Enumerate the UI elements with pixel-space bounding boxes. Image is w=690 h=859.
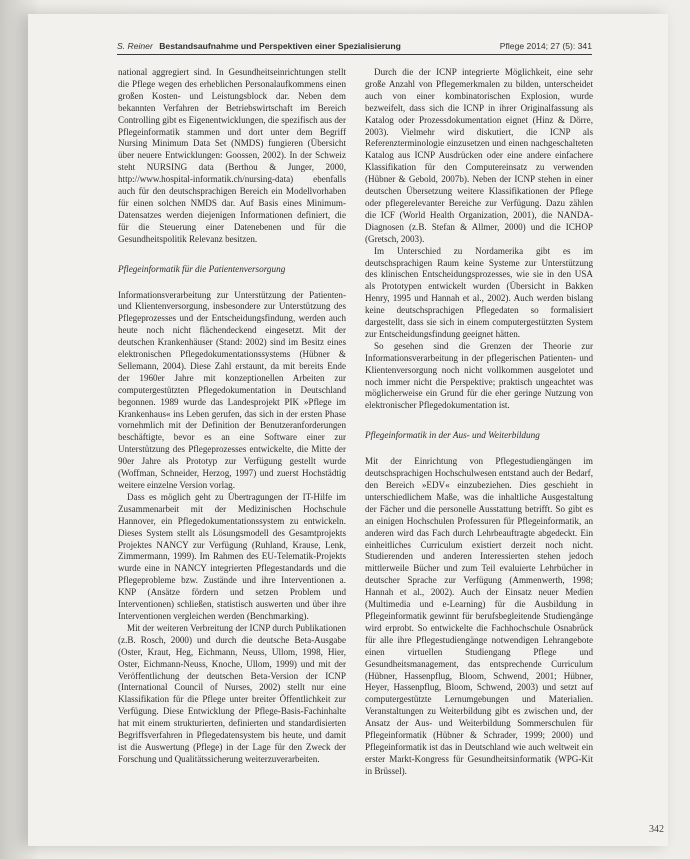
header-left xyxy=(117,38,401,54)
header-author: S. Reiner xyxy=(117,41,153,51)
header-journal: Pflege 2014; 27 (5): 341 xyxy=(499,41,592,51)
left-paragraph-1: national aggregiert sind. In Gesundheitseinrichtungen stellt die Pflege wegen des erheblichen Personalaufkommens einen großen Kosten- und Leistungsblock dar. Neben dem bekannten Verfahren der Betriebswirtschaft im Bereich Controlling gibt es Eigenentwicklungen, die spezifisch aus der Pflegeinformatik stammen und dort unter dem Begriff Nursing Minimum Data Set (NMDS) fungieren (Übersicht über neuere Entwicklungen: Goossen, 2002). In der Schweiz steht NURSING data (Berthou & Junger, 2000, http://www.hospital-informatik.ch/nursing-data) ebenfalls auch für den deutschsprachigen Bereich ein Modellvorhaben für einen solchen NMDS dar. Auf Basis eines Minimum-Datensatzes werden diejenigen Informationen definiert, die für die Steuerung einer Datenebenen und für die Gesundheitspolitik Relevanz besitzen. xyxy=(118,67,346,244)
left-section-heading: Pflegeinformatik für die Patientenversorgung xyxy=(118,263,286,274)
right-column xyxy=(365,67,593,778)
right-paragraph-2: Im Unterschied zu Nordamerika gibt es im deutschsprachigen Raum keine Systeme zur Unterstützung des klinischen Entscheidungsprozesses, wie sie in den USA als Prototypen entwickelt wurden (Übersicht in Bakken Henry, 1995 und Hannah et al., 2002). Auch werden bislang keine deutschsprachigen Pflegedaten so formalisiert dargestellt, dass sie sich in einem computergestützten System zur Entscheidungsfindung geeignet hätten. xyxy=(365,245,593,339)
left-column xyxy=(118,67,346,766)
left-paragraph-2: Informationsverarbeitung zur Unterstützung der Patienten- und Klientenversorgung, insbesondere zur Unterstützung des Pflegeprozesses und der Entscheidungsfindung, werden auch heute noch nicht flächendeckend eingesetzt. Mit der deutschen Krankenhäuser (Stand: 2002) sind im Besitz eines elektronischen Pflegedokumentationssystems (Hübner & Sellemann, 2004). Diese Zahl erstaunt, da mit bereits Ende der 1960er Jahre mit konzeptionellen Arbeiten zur computergestützten Pflegedokumentation in Deutschland begonnen. 1989 wurde das Landesprojekt PIK »Pflege im Krankenhaus« ins Leben gerufen, das sich in der ersten Phase vornehmlich mit der Definition der Benutzeranforderungen beschäftigte, bevor es an eine Software einer zur Unterstützung des Pflegeprozesses entwickelte, die Mitte der 90er Jahre als Prototyp zur Verfügung gestellt wurde (Woffman, Schneider, Herzog, 1997) und zuerst Hochstädtig weitere einzelne Version vorlag. xyxy=(118,289,346,490)
right-section-heading: Pflegeinformatik in der Aus- und Weiterbildung xyxy=(365,430,540,441)
left-paragraph-3: Dass es möglich geht zu Übertragungen der IT-Hilfe im Zusammenarbeit mit der Medizinischen Hochschule Hannover, ein Pflegedokumentationssystem zu entwickeln. Dieses System stellt als Lösungsmodell des Gesamtprojekts Projektes NANCY zur Verfügung (Ruhland, Krause, Lenk, Zimmermann, 1999). Im Rahmen des EU-Telematik-Projekts wurde eine in NANCY integrierten Pflegestandards und die Pflegeprobleme bzw. Zustände und ihre Interventionen a. KNP (Ansätze fördern und setzen Problem und Interventionen) schließen, statistisch auswerten und über ihre Interventionen vergleichen werden (Benchmarking). xyxy=(118,491,346,621)
left-paragraph-4: Mit der weiteren Verbreitung der ICNP durch Publikationen (z.B. Rosch, 2000) und durch die deutsche Beta-Ausgabe (Oster, Kraut, Heg, Eichmann, Neuss, Ullom, 1998, Hier, Oster, Eichmann-Neuss, Knoche, Ullom, 1999) und mit der Veröffentlichung der deutschen Beta-Version der ICNP (International Council of Nurses, 2002) stellt nur eine Klassifikation für die Pflege unter breiter Öffentlichkeit zur Verfügung. Diese Entwicklung der Pflege-Basis-Fachinhalte hat mit einem strukturierten, definierten und standardisierten Begriffsverfahren in Pflegedatensystem bis heute, und damit ist die Auswertung (Pflege) in der Lage für den Zweck der Forschung und Qualitätssicherung weiterzuverarbeiten. xyxy=(118,622,346,764)
running-header xyxy=(117,38,592,55)
right-paragraph-4: Mit der Einrichtung von Pflegestudiengängen im deutschsprachigen Hochschulwesen entstand auch der Bedarf, den Bereich »EDV« einzubeziehen. Dies geschieht in unterschiedlichem Maße, was die inhaltliche Ausgestaltung der Fächer und die personelle Ausstattung betrifft. So gibt es an einigen Hochschulen Professuren für Pflegeinformatik, an anderen wird das Fach durch Lehrbeauftragte abgedeckt. Ein einheitliches Curriculum existiert derzeit noch nicht. Studierenden und anderen Interessierten stehen jedoch mittlerweile Bücher und zum Teil evaluierte Lehrbücher in deutscher Sprache zur Verfügung (Ammenwerth, 1998; Hannah et al., 2002). Auch der Einsatz neuer Medien (Multimedia und e-Learning) für die Ausbildung in Pflegeinformatik gewinnt für berufsbegleitende Studiengänge wird erprobt. So entwickelte die Fachhochschule Osnabrück für alle ihre Pflegestudiengänge notwendigen Lehrangebote einen virtuellen Studiengang Pflege und Gesundheitsmanagement, das entsprechende Curriculum (Hübner, Hassenpflug, Bloom, Schwend, 2001; Hübner, Heyer, Hassenpflug, Bloom, Schwend, 2003) und setzt auf computergestützte Lernumgebungen und Materialien. Veranstaltungen zu Weiterbildung gibt es zwischen und, der Ansatz der Aus- und Weiterbildung Sommerschulen für Pflegeinformatik (Hübner & Schrader, 1999; 2000) und Pflegeinformatik ist das in Deutschland wie auch weltweit ein erster Markt-Kongress für Gesundheitsinformatik (WPG-Kit in Brüssel). xyxy=(365,456,593,776)
right-paragraph-1: Durch die der ICNP integrierte Möglichkeit, eine sehr große Anzahl von Pflegemerkmalen zu bilden, unterscheidet auch von einer kombinatorischen Explosion, wurde bezweifelt, dass sich die ICNP in ihrer Originalfassung als Katalog oder Prozessdokumentation eignet (Hinz & Dörre, 2003). Vielmehr wird diskutiert, die ICNP als Referenzterminologie einzusetzen und einen nachgeschalteten Katalog aus ICNP Ausdrücken oder eine andere einfachere Klassifikation für den Computereinsatz zu verwenden (Hübner & Gebold, 2007b). Neben der ICNP stehen in einer deutschen Übersetzung weitere Klassifikationen der Pflege oder pflegerelevanter Bereiche zur Verfügung. Dazu zählen die ICF (World Health Organization, 2001), die NANDA-Diagnosen (z.B. Stefan & Allmer, 2000) und die ICHOP (Gretsch, 2003). xyxy=(365,67,593,244)
right-paragraph-3: So gesehen sind die Grenzen der Theorie zur Informationsverarbeitung in der pflegerischen Patienten- und Klientenversorgung noch nicht vollkommen ausgelotet und noch immer nicht die Perspektive; praktisch ungeachtet was möglicherweise ein Grund für die eher geringe Nutzung von elektronischer Pflegedokumentation ist. xyxy=(365,340,593,411)
header-title: Bestandsaufnahme und Perspektiven einer Spezialisierung xyxy=(159,41,401,51)
page-number: 342 xyxy=(649,824,664,835)
